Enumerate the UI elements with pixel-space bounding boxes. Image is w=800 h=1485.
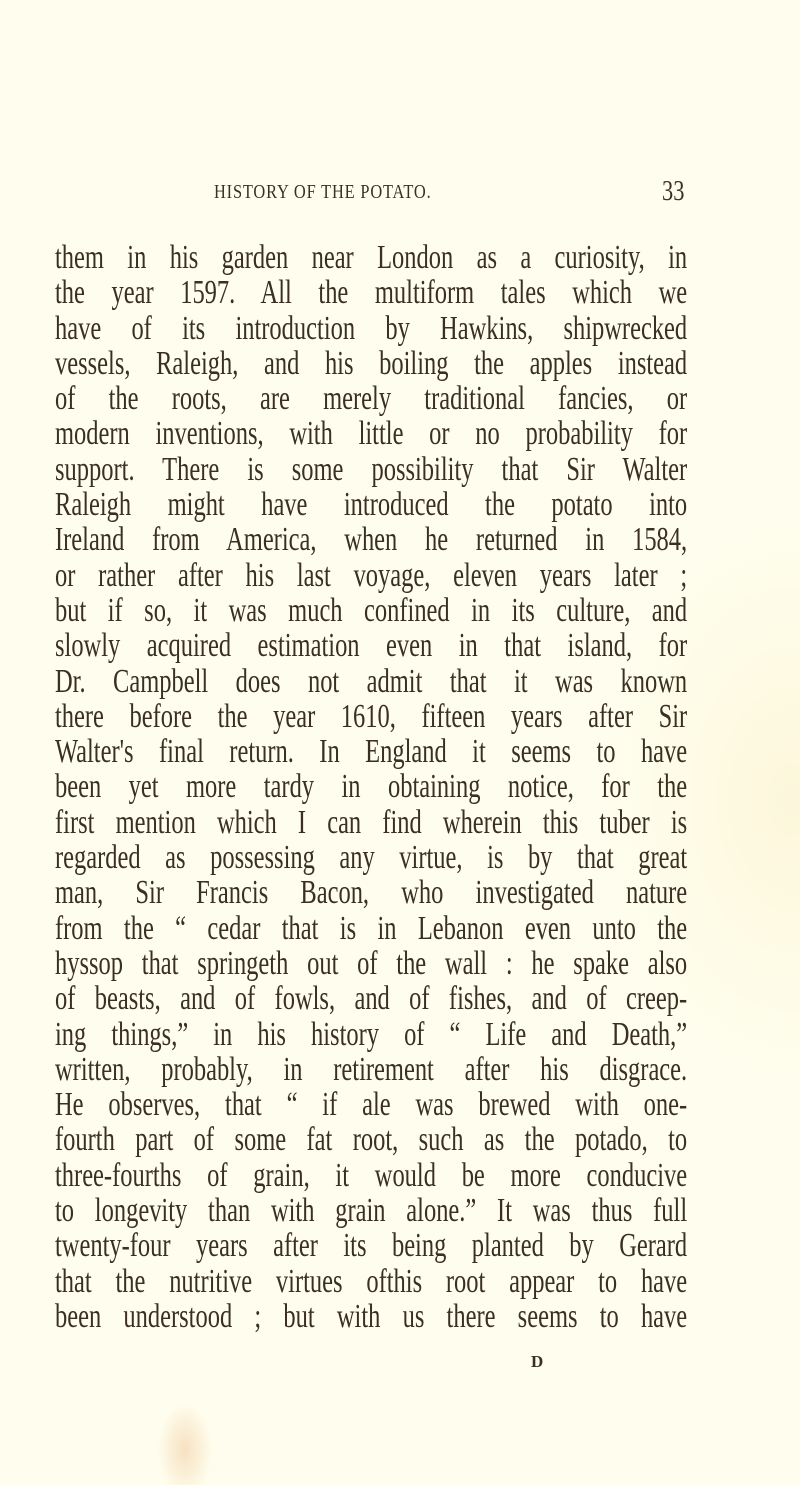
text-line: of the roots, are merely traditional fancies, or (55, 380, 688, 418)
text-line: modern inventions, with little or no probability for (55, 415, 688, 453)
text-line: fourth part of some fat root, such as the potado, to (55, 1121, 688, 1159)
text-line: hyssop that springeth out of the wall : he spake also (55, 944, 688, 982)
text-line: that the nutritive virtues ofthis root appear to have (55, 1262, 688, 1300)
text-line: ing things,” in his history of “ Life and Death,” (55, 1015, 688, 1053)
text-line: have of its introduction by Hawkins, shipwrecked (55, 309, 688, 347)
text-line: there before the year 1610, fifteen years after Sir (55, 697, 688, 735)
text-line: or rather after his last voyage, eleven years later ; (55, 556, 688, 594)
text-line: first mention which I can find wherein this tuber is (55, 803, 688, 841)
signature-mark: D (531, 1352, 544, 1371)
text-line: of beasts, and of fowls, and of fishes, and of creep- (55, 980, 688, 1018)
text-line: written, probably, in retirement after his disgrace. (55, 1050, 688, 1088)
text-line: support. There is some possibility that Sir Walter (55, 450, 688, 488)
text-line: the year 1597. All the multiform tales which we (55, 274, 688, 312)
text-line: been yet more tardy in obtaining notice, for the (55, 768, 688, 806)
text-line: to longevity than with grain alone.” It was thus full (55, 1192, 688, 1230)
text-line: them in his garden near London as a curiosity, in (55, 239, 688, 276)
text-line: Dr. Campbell does not admit that it was known (55, 662, 688, 700)
text-line: been understood ; but with us there seems to have (55, 1297, 688, 1335)
text-line: slowly acquired estimation even in that island, for (55, 627, 688, 665)
text-line: but if so, it was much confined in its culture, and (55, 591, 688, 629)
running-head: HISTORY OF THE POTATO. (214, 181, 432, 203)
text-line: man, Sir Francis Bacon, who investigated nature (55, 874, 688, 912)
text-line: regarded as possessing any virtue, is by that great (55, 839, 688, 877)
text-line: Walter's final return. In England it seems to have (55, 733, 688, 771)
text-line: Raleigh might have introduced the potato into (55, 486, 688, 524)
page-number: 33 (662, 176, 685, 207)
text-line: three-fourths of grain, it would be more conducive (55, 1156, 688, 1194)
text-line: vessels, Raleigh, and his boiling the apples instead (55, 344, 688, 382)
text-line: from the “ cedar that is in Lebanon even unto the (55, 909, 688, 947)
text-line: He observes, that “ if ale was brewed with one- (55, 1086, 688, 1124)
text-line: Ireland from America, when he returned in 1584, (55, 521, 688, 559)
text-line: twenty-four years after its being planted by Gerard (55, 1227, 688, 1265)
body-text (55, 240, 800, 1334)
